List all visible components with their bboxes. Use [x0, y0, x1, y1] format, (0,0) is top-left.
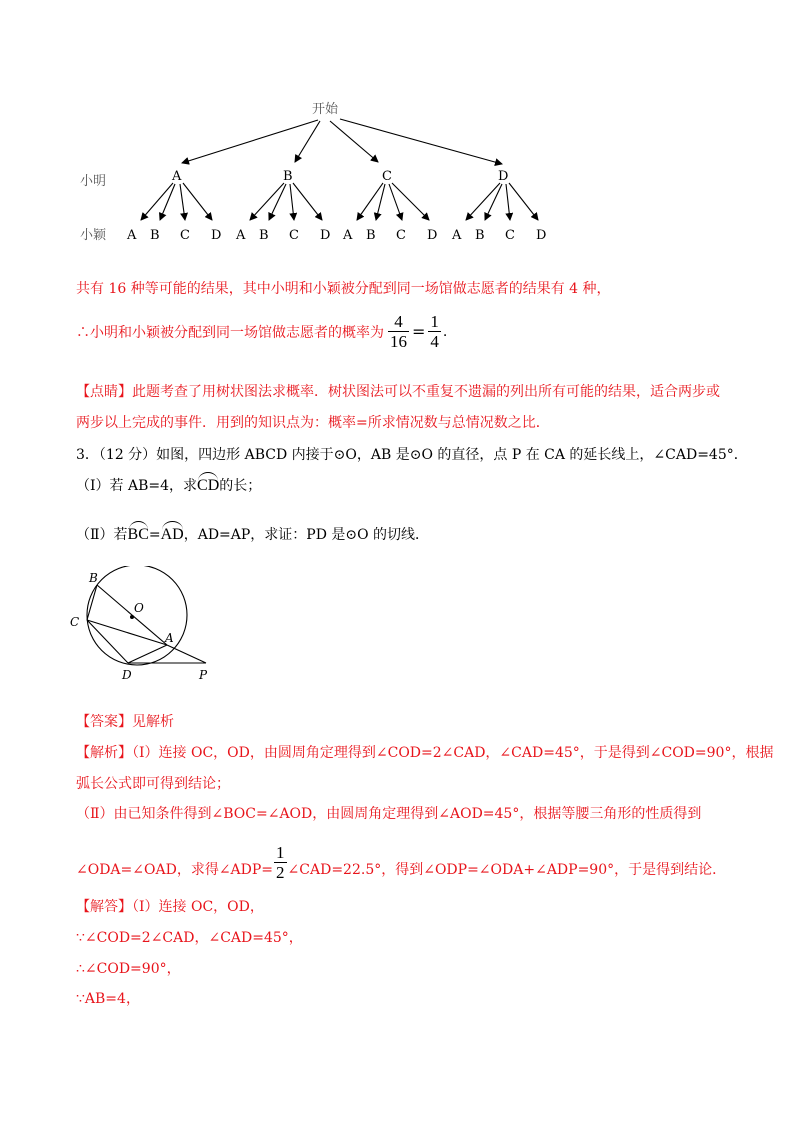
- question-3-stem: 3．（12 分）如图，四边形 ABCD 内接于⊙O，AB 是⊙O 的直径，点 P 在 CA 的延长线上，∠CAD=45°．: [76, 447, 748, 463]
- tree-leaf: C: [396, 228, 406, 243]
- result-line: 共有 16 种等可能的结果，其中小明和小颖被分配到同一场馆做志愿者的结果有 4 种，: [76, 281, 611, 297]
- fraction-numerator: 1: [276, 843, 285, 862]
- analysis-4-text-end: ∠CAD=22.5°，得到∠ODP=∠ODA+∠ADP=90°，于是得到结论．: [287, 862, 727, 878]
- tree-edge: [295, 121, 320, 162]
- tree-leaf: B: [475, 228, 485, 243]
- tree-branch: C: [382, 169, 392, 184]
- tree-root: 开始: [312, 102, 339, 117]
- label-b: B: [89, 571, 98, 585]
- arc-cd: CD: [197, 477, 220, 494]
- question-3-part-2: [76, 524, 429, 544]
- arc-ad: AD: [160, 526, 184, 543]
- analysis-4-text: ∠ODA=∠OAD，求得∠ADP=: [76, 862, 274, 878]
- tree-leaf: B: [150, 228, 160, 243]
- probability-line: [76, 312, 447, 351]
- tree-leaf: D: [320, 228, 331, 243]
- solution-line-1: 【解答】（Ⅰ）连接 OC，OD，: [76, 899, 264, 915]
- part-2-text-end: ，AD=AP，求证：PD 是⊙O 的切线．: [183, 527, 430, 543]
- part-2-text: （Ⅱ）若: [76, 527, 128, 543]
- label-o: O: [134, 601, 144, 615]
- tree-edge: [182, 120, 318, 163]
- fraction-denominator: 2: [276, 863, 285, 882]
- analysis-line-2: 弧长公式即可得到结论；: [76, 776, 230, 792]
- tree-leaf: C: [180, 228, 190, 243]
- segment-da: [128, 645, 167, 663]
- fraction-4-16: [388, 312, 409, 351]
- label-p: P: [199, 668, 208, 682]
- label-c: C: [70, 615, 80, 629]
- solution-line-2: ∵∠COD=2∠CAD，∠CAD=45°，: [76, 930, 303, 946]
- fraction-numerator: 4: [388, 312, 409, 332]
- analysis-line-4: [76, 843, 726, 882]
- solution-line-4: ∵AB=4，: [76, 991, 140, 1007]
- segment-ap: [167, 645, 206, 663]
- tree-row-label-xiaoying: 小颖: [80, 228, 107, 243]
- tree-branch: A: [172, 169, 182, 184]
- part-1-text: （Ⅰ）若 AB=4，求: [76, 478, 198, 494]
- analysis-line-1: 【解析】（Ⅰ）连接 OC，OD，由圆周角定理得到∠COD=2∠CAD，∠CAD=45°，于是得到∠COD=90°，根据: [76, 745, 774, 761]
- tree-edge: [340, 119, 502, 164]
- tree-leaf: B: [366, 228, 376, 243]
- tree-leaf: A: [236, 228, 246, 243]
- label-d: D: [122, 668, 132, 682]
- tree-leaf: C: [289, 228, 299, 243]
- label-a: A: [165, 631, 174, 645]
- fraction-numerator: 1: [430, 312, 439, 331]
- tree-leaf: A: [127, 228, 137, 243]
- fraction-denominator: 16: [390, 332, 407, 351]
- tree-leaf: C: [505, 228, 515, 243]
- tree-leaf: D: [536, 228, 547, 243]
- solution-line-3: ∴∠COD=90°，: [76, 961, 181, 977]
- tree-row-label-xiaoming: 小明: [80, 174, 107, 189]
- equals-sign: =: [148, 527, 161, 543]
- question-3-part-1: [76, 475, 261, 495]
- fraction-one-half: [274, 843, 287, 882]
- answer-tag: 【答案】见解析: [76, 714, 174, 730]
- tree-leaf: D: [211, 228, 222, 243]
- circle-o: [87, 566, 187, 665]
- equals-sign: =: [412, 322, 426, 341]
- comment-line-2: 两步以上完成的事件．用到的知识点为：概率=所求情况数与总情况数之比．: [76, 415, 550, 431]
- part-1-text-end: 的长；: [219, 478, 262, 494]
- fraction-denominator: 4: [430, 332, 439, 351]
- tree-leaf: B: [259, 228, 269, 243]
- tree-diagram: [70, 96, 570, 246]
- analysis-line-3: （Ⅱ）由已知条件得到∠BOC=∠AOD，由圆周角定理得到∠AOD=45°，根据等腰三角形的性质得到: [76, 806, 702, 822]
- center-point: [130, 615, 134, 619]
- tree-leaf: D: [427, 228, 438, 243]
- probability-prefix: ∴小明和小颖被分配到同一场馆做志愿者的概率为: [76, 324, 384, 341]
- tree-branch: D: [498, 169, 509, 184]
- period: .: [442, 323, 448, 340]
- tree-leaf: A: [452, 228, 462, 243]
- fraction-1-4: [428, 312, 441, 351]
- arc-bc: BC: [127, 526, 149, 543]
- comment-line-1: 【点睛】此题考查了用树状图法求概率．树状图法可以不重复不遗漏的列出所有可能的结果，适合两步或: [76, 384, 720, 400]
- circle-figure: [66, 566, 226, 684]
- tree-branch: B: [283, 169, 293, 184]
- tree-leaf: A: [343, 228, 353, 243]
